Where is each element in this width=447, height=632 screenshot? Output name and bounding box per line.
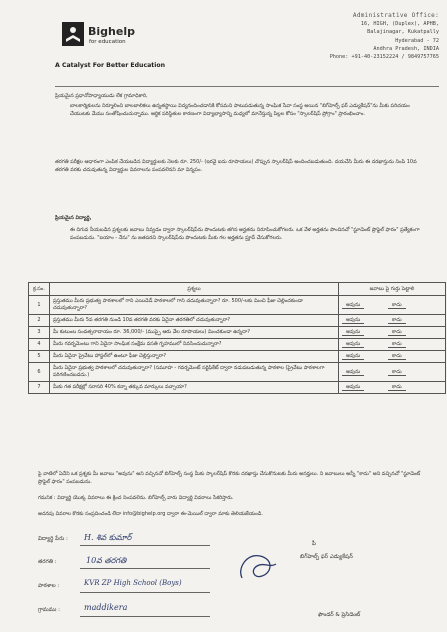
row-question: మీకు గత పరీక్షల్లో సరాసరి 40% కన్నా తక్కువ మార్కులు వచ్చాయా? — [50, 382, 339, 394]
table-row — [29, 315, 446, 327]
school-line — [80, 592, 210, 593]
office-line: 16, HIGH, (Duplex), APHB, — [360, 21, 439, 28]
yes-option[interactable]: అవును — [342, 369, 388, 376]
answer-cell[interactable] — [339, 382, 446, 394]
no-option[interactable]: కాదు — [388, 302, 434, 309]
yes-option[interactable]: అవును — [342, 302, 388, 309]
answer-cell[interactable] — [339, 296, 446, 315]
row-number: 4 — [29, 339, 50, 351]
yes-option[interactable]: అవును — [342, 353, 388, 360]
answer-cell[interactable] — [339, 339, 446, 351]
col-header-number: క్ర.సం. — [29, 283, 50, 296]
tagline: A Catalyst For Better Education — [55, 62, 166, 69]
no-option[interactable]: కాదు — [388, 384, 434, 391]
student-name-value[interactable]: H. శివ కుమార్ — [84, 533, 132, 542]
table-row — [29, 351, 446, 363]
intro-paragraph: బాలకార్మికులను నిర్మూలించి బాలబాలికలు ఉన్నతస్థాయి విద్యనందించడానికి కోసమని పాటుపడుతున్న సాంఘిక సేవా సంస్థ అయిన "బిగ్‌హెల్ప్ ఫర్ ఎడ్యుకేషన్"ను మీకు పరిచయం చేయుటకు మేము సంతోషించుచున్నాము. ఆర్థిక పరిస్థితుల కారణంగా విద్యాభ్యాసాన్ని మధ్యలో మానేస్తున్న పిల్లల కోసం "స్కాలర్‌షిప్ ప్రోగ్రాం" ప్రారంభించాం. — [70, 103, 410, 118]
no-option[interactable]: కాదు — [388, 341, 434, 348]
row-number: 1 — [29, 296, 50, 315]
class-value[interactable]: 10వ తరగతి — [86, 556, 127, 565]
yes-option[interactable]: అవును — [342, 384, 388, 391]
col-header-answer: జవాబు పై గుర్తు పెట్టాలి — [339, 283, 446, 296]
no-option[interactable]: కాదు — [388, 369, 434, 376]
signatory-mark: పీ — [312, 541, 316, 547]
yes-option[interactable]: అవును — [342, 317, 388, 324]
signature-icon — [232, 548, 282, 588]
table-row — [29, 363, 446, 382]
no-option[interactable]: కాదు — [388, 329, 434, 336]
brand-name: Bighelp — [88, 25, 135, 38]
row-number: 5 — [29, 351, 50, 363]
office-phone: Phone: +91-40-23152224 / 9849757765 — [329, 54, 439, 61]
table-row — [29, 339, 446, 351]
row-number: 7 — [29, 382, 50, 394]
row-question: ప్రస్తుతము మీరు ప్రభుత్వ పాఠశాలలో గాని ఎయిడెడ్ పాఠశాలలో గాని చదువుతున్నారా? రూ. 500/-లకు మించి ఫీజు చెల్లించకుండా చదువుతున్నారా? — [50, 296, 339, 315]
note-paragraph: గమనిక : విద్యార్థి యొక్క వివరాలు ఈ క్రింద నింపవలెను. బిగ్‌హెల్ప్ వారు విద్యార్థి వివరాలు సేకరిస్తారు. — [38, 495, 234, 501]
table-row — [29, 327, 446, 339]
eligibility-table — [28, 282, 446, 394]
col-header-question: ప్రశ్నలు — [50, 283, 339, 296]
yes-option[interactable]: అవును — [342, 329, 388, 336]
instructions-paragraph: ఈ దిగువ నీయబడిన ప్రశ్నలకు జవాబు నివ్వడం ద్వారా స్కాలర్‌షిప్‌ను పొందుటకు తగిన అర్హతను నిరూపించుకోగలరు. ఒక వేళ అర్హతను పొందినచో "స్టూడెంట్ ప్రొఫైల్ ఫారం" ప్రత్యేకంగా పంపబడును. "ఐయాం - నేను" ను జతపరచి స్కాలర్‌షిప్‌ను పొందుటకు మీకు గల అర్హతను ప్రూవ్ చేసుకోగలరు. — [70, 227, 420, 242]
village-line — [80, 616, 210, 617]
class-label: తరగతి : — [38, 559, 57, 565]
row-number: 3 — [29, 327, 50, 339]
row-number: 2 — [29, 315, 50, 327]
office-address — [289, 12, 439, 61]
row-question: మీ కుటుంబ సంవత్సరాదాయం రూ. 36,000/- (ముప్పై ఆరు వేల రూపాయలు) మించకుండా ఉన్నదా? — [50, 327, 339, 339]
row-number: 6 — [29, 363, 50, 382]
student-name-line — [80, 545, 210, 546]
founder-title: ఫౌండర్ & ప్రెసిడెంట్ — [318, 612, 361, 618]
bighelp-logo-icon — [62, 22, 84, 46]
header-divider — [55, 86, 439, 87]
greeting: ప్రియమైన ప్రధానోపాధ్యాయుడు లేక గ్రామాధికారి, — [55, 93, 148, 99]
no-option[interactable]: కాదు — [388, 353, 434, 360]
office-line: Balajinagar, Kukatpally — [367, 29, 439, 36]
school-value[interactable]: KVR ZP High School (Boys) — [84, 579, 182, 587]
organisation-name: బిగ్‌హెల్ప్ ఫర్ ఎడ్యుకేషన్ — [300, 554, 353, 560]
table-row — [29, 382, 446, 394]
answer-cell[interactable] — [339, 363, 446, 382]
row-question: మీరు గవర్నమెంటు గాని ఏదైనా సాంఘిక సంక్షేమ వసతి గృహములో నివసించుచున్నారా? — [50, 339, 339, 351]
yes-option[interactable]: అవును — [342, 341, 388, 348]
dear-student: ప్రియమైన విద్యార్థి, — [55, 215, 92, 221]
note-paragraph: పై వాటిలో ఏదేని ఒక ప్రశ్నకు మీ జవాబు "అవును" అని వచ్చినచో బిగ్‌హెల్ప్ సంస్థ మీకు స్కాలర్‌షిప్ కొరకు దరఖాస్తు చేసుకొనుటకు మీరు అనర్హులు. ని జవాబులు అన్నీ "కాదు" అని వచ్చినచో "స్టూడెంట్ ప్రొఫైల్ ఫారం" పంపబడును. — [38, 471, 421, 486]
row-question: మీరు ఏదైనా ప్రభుత్వ పాఠశాలలో చదువుతున్నారా? (సమూహ - గవర్నమెంట్ సర్టిఫికేట్ ద్వారా నడుపబడుతున్న పాఠశాల (ప్రైవేటు పాఠశాలగా పరిగణించబడదు.) — [50, 363, 339, 382]
note-paragraph: అదనపు వివరాల కొరకు సంప్రదించండి లేదా info@bighelp.org ద్వారా ఈ-మెయిల్ ద్వారా మాకు తెలియజేయండి. — [38, 511, 263, 517]
no-option[interactable]: కాదు — [388, 317, 434, 324]
answer-cell[interactable] — [339, 351, 446, 363]
office-line: Hyderabad - 72 — [395, 37, 439, 44]
village-value[interactable]: maddikera — [84, 603, 128, 612]
office-heading: Administrative Office: — [352, 12, 439, 19]
row-question: మీరు ఏదైనా ప్రైవేటు హాస్టల్‌లో ఉంటూ ఫీజు చెల్లిస్తున్నారా? — [50, 351, 339, 363]
brand-subtitle: for education — [89, 39, 126, 45]
table-header-row — [29, 283, 446, 296]
answer-cell[interactable] — [339, 327, 446, 339]
student-name-label: విద్యార్థి పేరు : — [38, 536, 68, 542]
intro-paragraph: తరగతి పరీక్షల ఆధారంగా ఎంపిక చేయబడిన విద్యార్థులకు నెలకు రూ. 250/- (ఇరవై ఐదు రూపాయలు) చొప్పున స్కాలర్‌షిప్ అందించబడుతుంది. దయచేసి మీరు ఈ దరఖాస్తును నింపి 10వ తరగతి వరకు చదువుతున్న విద్యార్థుల వివరాలను పంపవలెనని మా విన్నపం. — [55, 159, 417, 174]
class-line — [80, 568, 210, 569]
school-label: పాఠశాల : — [38, 583, 60, 589]
row-question: ప్రస్తుతము మీరు 5వ తరగతి నుండి 10వ తరగతి వరకు ఏదైనా తరగతిలో చదువుతున్నారా? — [50, 315, 339, 327]
table-row — [29, 296, 446, 315]
office-line: Andhra Pradesh, INDIA — [373, 45, 439, 52]
answer-cell[interactable] — [339, 315, 446, 327]
village-label: గ్రామము : — [38, 607, 61, 613]
